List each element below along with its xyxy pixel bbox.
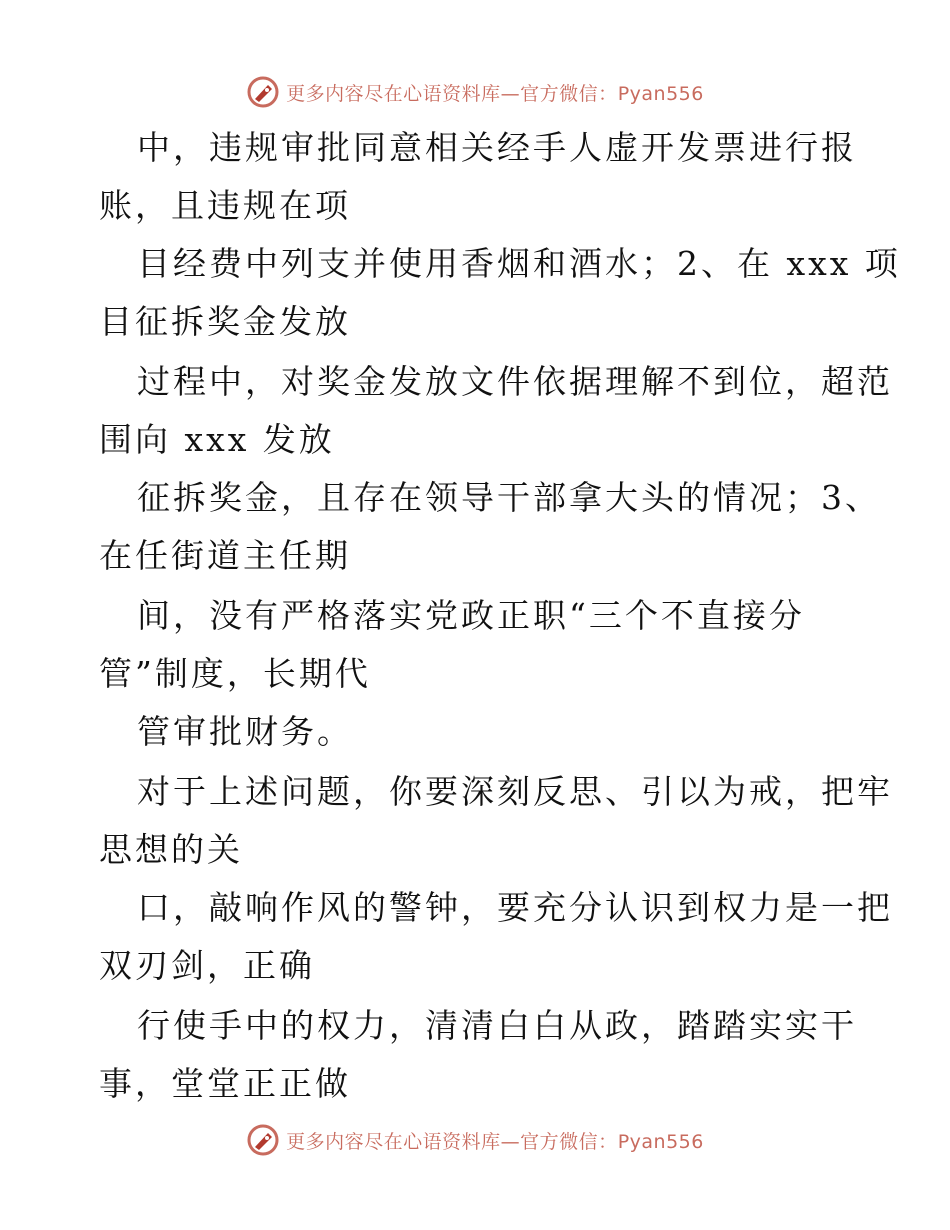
footer-banner-text <box>286 1127 704 1154</box>
pen-nib-logo-icon <box>246 75 280 109</box>
body-line: 思想的关 <box>99 830 243 869</box>
pen-nib-logo-icon <box>246 1123 280 1157</box>
body-line: 管”制度，长期代 <box>99 654 371 693</box>
body-line: 间，没有严格落实党政正职“三个不直接分 <box>137 596 805 635</box>
body-line: 过程中，对奖金发放文件依据理解不到位，超范 <box>137 362 893 401</box>
header-site-text: 更多内容尽在心语资料库 <box>286 82 501 105</box>
footer-site-text: 更多内容尽在心语资料库 <box>286 1130 501 1153</box>
body-line: 中，违规审批同意相关经手人虚开发票进行报 <box>137 128 857 167</box>
footer-dash: — <box>500 1130 521 1153</box>
body-line: 双刃剑，正确 <box>99 946 315 985</box>
body-line: 事，堂堂正正做 <box>99 1064 351 1103</box>
body-line: 行使手中的权力，清清白白从政，踏踏实实干 <box>137 1006 857 1045</box>
body-line: 口，敲响作风的警钟，要充分认识到权力是一把 <box>137 888 893 927</box>
body-line: 征拆奖金，且存在领导干部拿大头的情况；3、 <box>137 478 881 517</box>
body-line: 目经费中列支并使用香烟和酒水；2、在 xxx 项 <box>137 244 901 283</box>
footer-banner <box>0 1120 950 1160</box>
header-wechat-handle: Pyan556 <box>617 82 704 105</box>
body-line: 账，且违规在项 <box>99 186 351 225</box>
header-dash: — <box>500 82 521 105</box>
footer-wechat-label: 官方微信： <box>520 1130 618 1153</box>
body-line: 管审批财务。 <box>137 712 353 751</box>
header-banner <box>0 72 950 112</box>
body-line: 在任街道主任期 <box>99 536 351 575</box>
body-line: 围向 xxx 发放 <box>99 420 335 459</box>
body-line: 目征拆奖金发放 <box>99 302 351 341</box>
header-wechat-label: 官方微信： <box>520 82 618 105</box>
footer-wechat-handle: Pyan556 <box>617 1130 704 1153</box>
body-line: 对于上述问题，你要深刻反思、引以为戒，把牢 <box>137 772 893 811</box>
header-banner-text <box>286 79 704 106</box>
